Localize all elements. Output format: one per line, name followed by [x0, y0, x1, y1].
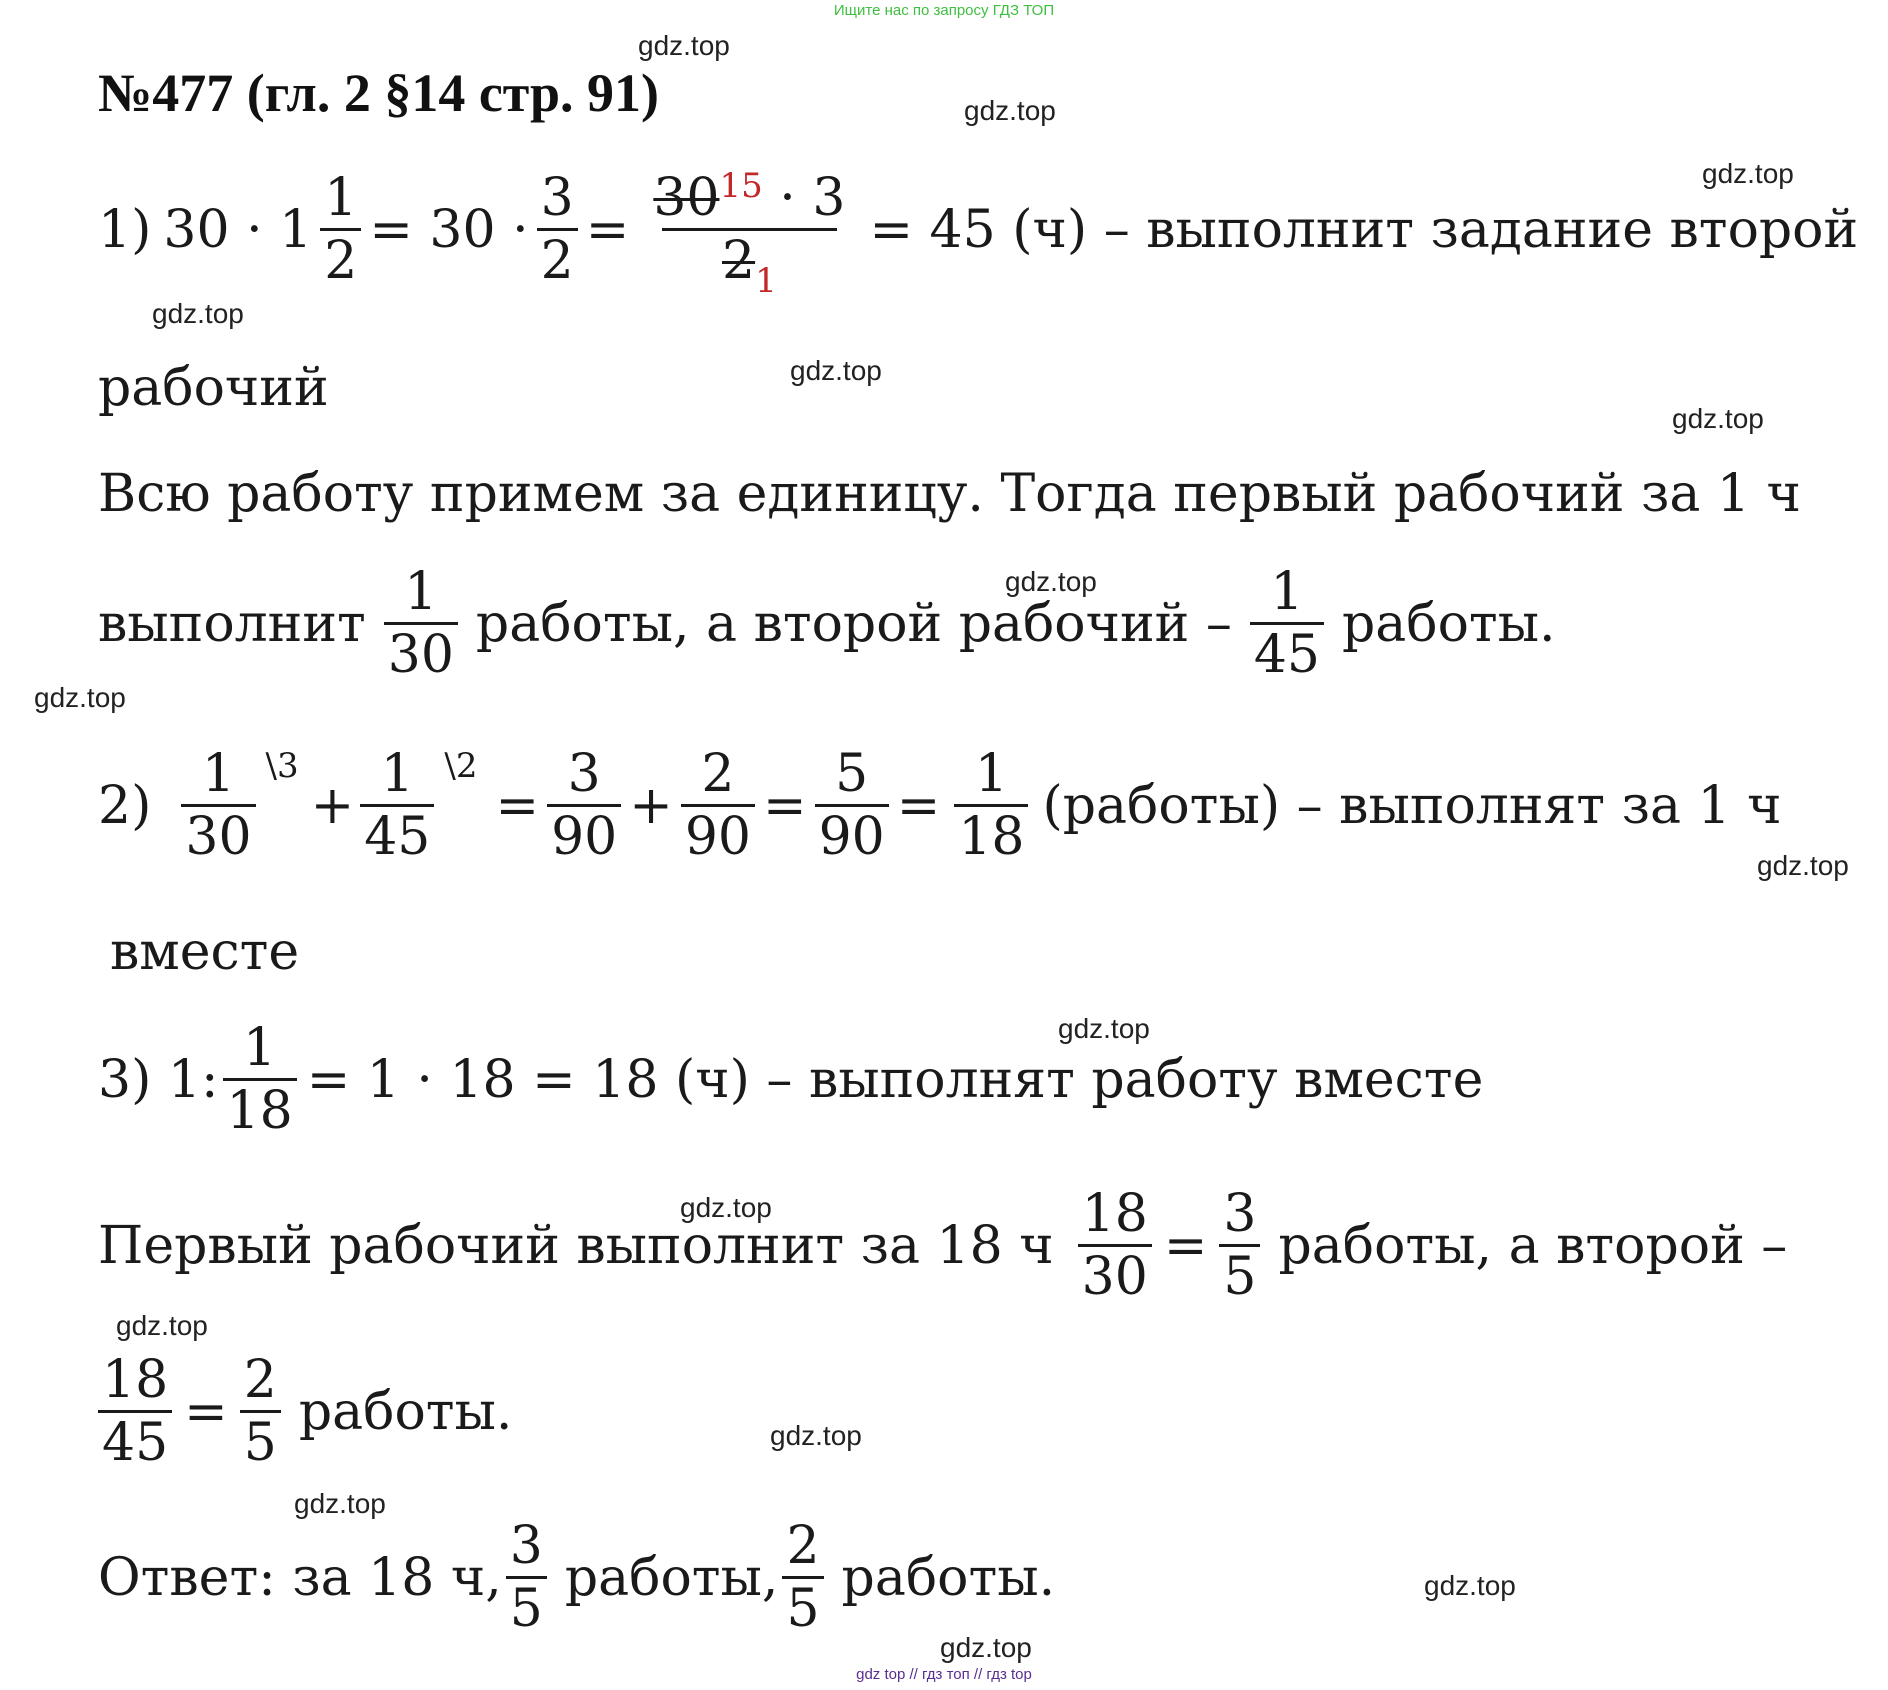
- denominator: 30: [181, 804, 255, 863]
- denominator: 18: [223, 1078, 297, 1137]
- numerator: 1: [243, 1018, 277, 1078]
- step3-result: = 1 · 18 = 18 (ч) – выполнят работу вместе: [306, 1049, 1484, 1110]
- numerator: 2: [701, 744, 735, 804]
- denominator: 5: [240, 1410, 281, 1469]
- equals: =: [184, 1381, 228, 1442]
- factor: · 3: [779, 168, 846, 228]
- fraction: [506, 1516, 547, 1639]
- intro-mid: работы, а второй рабочий –: [475, 593, 1232, 654]
- cancelled-number: 2: [722, 231, 756, 291]
- watermark: gdz.top: [34, 682, 126, 713]
- denominator: 5: [506, 1576, 547, 1635]
- numerator: 2: [786, 1516, 820, 1576]
- numerator: 1: [1270, 562, 1304, 622]
- numerator: 3: [540, 168, 574, 228]
- first-worker-line: [98, 1184, 1788, 1307]
- watermark: gdz.top: [116, 1310, 208, 1341]
- denominator: 90: [547, 804, 621, 863]
- numerator: 1: [404, 562, 438, 622]
- denominator: 45: [1250, 622, 1324, 681]
- plus: +: [310, 775, 355, 836]
- fraction: [681, 744, 755, 867]
- bottom-banner[interactable]: gdz top // гдз топ // гдз top: [856, 1666, 1032, 1683]
- denominator: 90: [681, 804, 755, 863]
- numerator: 2: [243, 1350, 277, 1410]
- second-worker-line: [98, 1350, 513, 1473]
- fraction: [384, 562, 458, 685]
- watermark: gdz.top: [152, 298, 244, 329]
- reduced-number: 15: [719, 166, 763, 206]
- answer-mid: работы,: [564, 1547, 779, 1608]
- fraction: [954, 744, 1028, 867]
- fraction: [223, 1018, 297, 1141]
- equals: = 30 ·: [369, 199, 529, 260]
- intro-line1: Всю работу примем за единицу. Тогда первый рабочий за 1 ч: [98, 464, 1801, 524]
- step1-line: [98, 166, 1859, 301]
- numerator: 18: [102, 1350, 169, 1410]
- denominator: 30: [384, 622, 458, 681]
- step3-label: 3) 1:: [98, 1049, 219, 1110]
- fraction: [782, 1516, 823, 1639]
- watermark: gdz.top: [1702, 158, 1794, 189]
- denominator: 5: [782, 1576, 823, 1635]
- step1-label: 1): [98, 199, 152, 260]
- watermark: gdz.top: [1424, 1570, 1516, 1601]
- fraction: [815, 744, 889, 867]
- cancelled-number: 30: [653, 168, 720, 228]
- numerator: [643, 166, 855, 228]
- answer-line: [98, 1516, 1056, 1639]
- intro-post: работы.: [1342, 593, 1556, 654]
- fraction: [1219, 1184, 1260, 1307]
- answer-pre: Ответ: за 18 ч,: [98, 1547, 502, 1608]
- reduced-number: 1: [755, 261, 777, 301]
- fraction: [1250, 562, 1324, 685]
- top-banner[interactable]: Ищите нас по запросу ГДЗ ТОП: [833, 2, 1055, 19]
- numerator: 3: [1223, 1184, 1257, 1244]
- watermark: gdz.top: [790, 355, 882, 386]
- numerator: 3: [509, 1516, 543, 1576]
- numerator: 5: [835, 744, 869, 804]
- step1-expr: 30 · 1: [163, 199, 313, 260]
- equals: =: [585, 199, 630, 260]
- equals: =: [762, 775, 807, 836]
- answer-post: работы.: [841, 1547, 1056, 1608]
- equals: =: [896, 775, 941, 836]
- fraction: [1078, 1184, 1152, 1307]
- fraction: [240, 1350, 281, 1473]
- equals: =: [495, 775, 540, 836]
- plus: +: [629, 775, 673, 836]
- watermark: gdz.top: [964, 95, 1056, 126]
- fraction: [98, 1350, 172, 1473]
- denominator: 45: [98, 1410, 172, 1469]
- watermark: gdz.top: [294, 1488, 386, 1519]
- first-pre: Первый рабочий выполнит за 18 ч: [98, 1215, 1054, 1276]
- watermark: gdz.top: [1757, 850, 1849, 881]
- watermark: gdz.top: [638, 30, 730, 61]
- numerator: 1: [201, 744, 235, 804]
- step2-cont: вместе: [110, 922, 300, 982]
- denominator: 18: [954, 804, 1028, 863]
- intro-pre: выполнит: [98, 593, 366, 654]
- problem-title: №477 (гл. 2 §14 стр. 91): [98, 63, 659, 123]
- second-post: работы.: [298, 1381, 513, 1442]
- denominator: 5: [1219, 1244, 1260, 1303]
- watermark: gdz.top: [770, 1420, 862, 1451]
- lcd-multiplier: \2: [444, 745, 478, 786]
- denominator: 30: [1078, 1244, 1152, 1303]
- fraction: [181, 744, 255, 867]
- fraction: [320, 168, 361, 291]
- denominator: 45: [360, 804, 434, 863]
- fraction: [360, 744, 434, 867]
- denominator: 2: [320, 228, 361, 287]
- fraction-cancel: [643, 166, 855, 301]
- watermark: gdz.top: [680, 1192, 772, 1223]
- step1-result: = 45 (ч) – выполнит задание второй: [869, 199, 1859, 260]
- step1-cont: рабочий: [98, 358, 329, 418]
- watermark: gdz.top: [1005, 566, 1097, 597]
- first-post: работы, а второй –: [1278, 1215, 1788, 1276]
- numerator: 3: [567, 744, 601, 804]
- numerator: 18: [1081, 1184, 1148, 1244]
- fraction: [547, 744, 621, 867]
- numerator: 1: [380, 744, 414, 804]
- step2-line: [98, 744, 1782, 867]
- numerator: 1: [324, 168, 358, 228]
- numerator: 1: [974, 744, 1008, 804]
- equals: =: [1163, 1215, 1208, 1276]
- watermark: gdz.top: [1058, 1013, 1150, 1044]
- step2-result: (работы) – выполнят за 1 ч: [1042, 775, 1782, 836]
- denominator: 90: [815, 804, 889, 863]
- denominator: [662, 228, 837, 301]
- step2-label: 2): [98, 775, 152, 836]
- intro-line2: [98, 562, 1556, 685]
- fraction: [537, 168, 578, 291]
- lcd-multiplier: \3: [265, 745, 299, 786]
- denominator: 2: [537, 228, 578, 287]
- step3-line: [98, 1018, 1484, 1141]
- watermark: gdz.top: [940, 1632, 1032, 1663]
- watermark: gdz.top: [1672, 403, 1764, 434]
